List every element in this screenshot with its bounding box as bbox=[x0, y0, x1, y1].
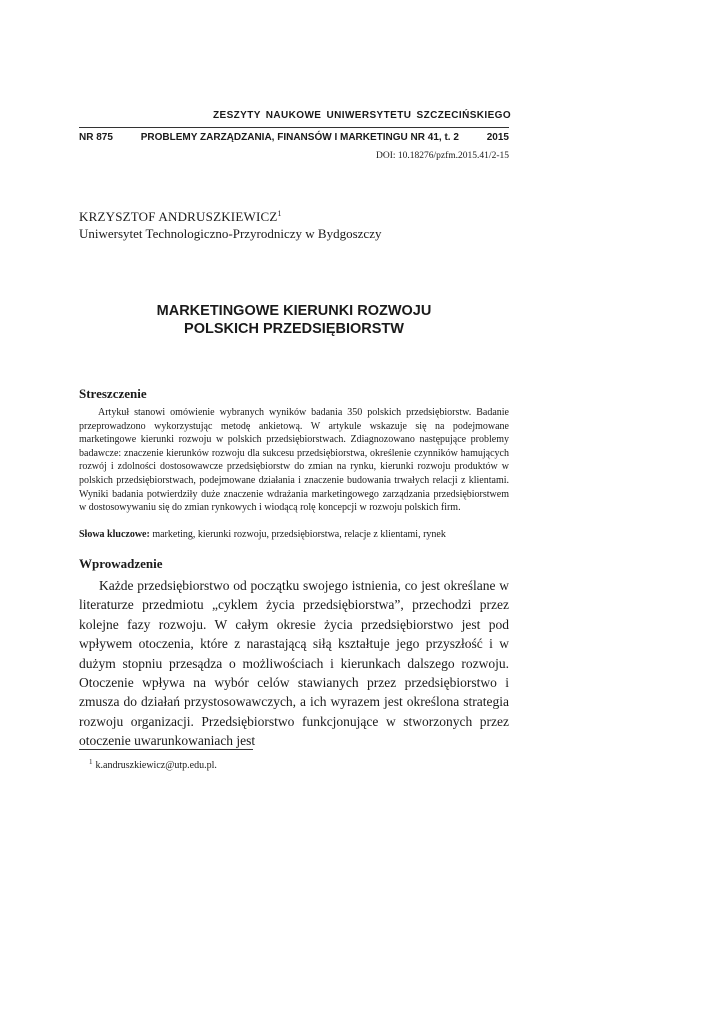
footnote-mark: 1 bbox=[89, 758, 93, 766]
author-affiliation: Uniwersytet Technologiczno-Przyrodniczy w Bydgoszczy bbox=[79, 226, 382, 241]
title-line-1: MARKETINGOWE KIERUNKI ROZWOJU bbox=[156, 303, 432, 319]
abstract-heading: Streszczenie bbox=[79, 386, 147, 401]
author-name-text: KRZYSZTOF ANDRUSZKIEWICZ bbox=[79, 209, 278, 224]
introduction-text: Każde przedsiębiorstwo od początku swojego istnienia, co jest określane w literaturze przedmiotu „cyklem życia przedsiębiorstwa”, przechodzi przez kolejne fazy rozwoju. W całym okresie życia przedsiębiorstwo jest pod wpływem otoczenia, które z narastającą siłą kształtuje jego przyszłość i w dużym stopniu przesądza o możliwościach i kierunkach dalszego rozwoju. Otoczenie wpływa na wybór celów stawianych przez przedsiębiorstwo i zmusza do działań przystosowawczych, a ich wyrazem jest określona strategia rozwoju organizacji. Przedsiębiorstwo funkcjonujące w stworzonych przez otoczenie uwarunkowaniach jest bbox=[79, 578, 509, 749]
issue-line bbox=[79, 132, 509, 143]
issue-number: NR 875 bbox=[79, 132, 113, 143]
introduction-heading: Wprowadzenie bbox=[79, 556, 163, 571]
header-rule bbox=[79, 127, 509, 128]
keywords-text: marketing, kierunki rozwoju, przedsiębiorstwa, relacje z klientami, rynek bbox=[152, 529, 446, 540]
paper-title bbox=[79, 302, 509, 338]
keywords bbox=[79, 528, 509, 541]
title-line-2: POLSKICH PRZEDSIĘBIORSTW bbox=[184, 321, 404, 337]
footnote-email[interactable]: k.andruszkiewicz@utp.edu.pl. bbox=[95, 760, 217, 771]
abstract-text: Artykuł stanowi omówienie wybranych wyników badania 350 polskich przedsiębiorstw. Badanie przeprowadzono wykorzystując metodę ankietową. W artykule wskazuje się na podejmowane marketingowe kierunki rozwoju w polskich przedsiębiorstwach. Zdiagnozowano następujące problemy badawcze: znaczenie kierunków rozwoju dla sukcesu przedsiębiorstwa, określenie czynników hamujących rozwój i zdolności dostosowawcze przedsiębiorstw do zmian na rynku, kierunki rozwoju produktów w polskich przedsiębiorstwach, podejmowane działania i znaczenie budowania trwałych relacji z klientami. Wyniki badania potwierdziły duże znaczenie wdrażania marketingowego zarządzania przedsiębiorstwem w dostosowywaniu się do zmian rynkowych i wiodącą rolę koncepcji w rozwoju polskich firm. bbox=[79, 407, 509, 514]
footnote-rule bbox=[79, 749, 253, 750]
author-footnote-mark: 1 bbox=[277, 209, 282, 218]
journal-name: ZESZYTY NAUKOWE UNIWERSYTETU SZCZECIŃSKIEGO bbox=[212, 110, 512, 121]
doi[interactable]: DOI: 10.18276/pzfm.2015.41/2-15 bbox=[376, 151, 509, 161]
issue-year: 2015 bbox=[486, 132, 509, 143]
footnote bbox=[89, 758, 217, 771]
keywords-label: Słowa kluczowe: bbox=[79, 529, 150, 540]
series-title: PROBLEMY ZARZĄDZANIA, FINANSÓW I MARKETINGU NR 41, t. 2 bbox=[140, 132, 459, 143]
author-name bbox=[79, 209, 282, 225]
